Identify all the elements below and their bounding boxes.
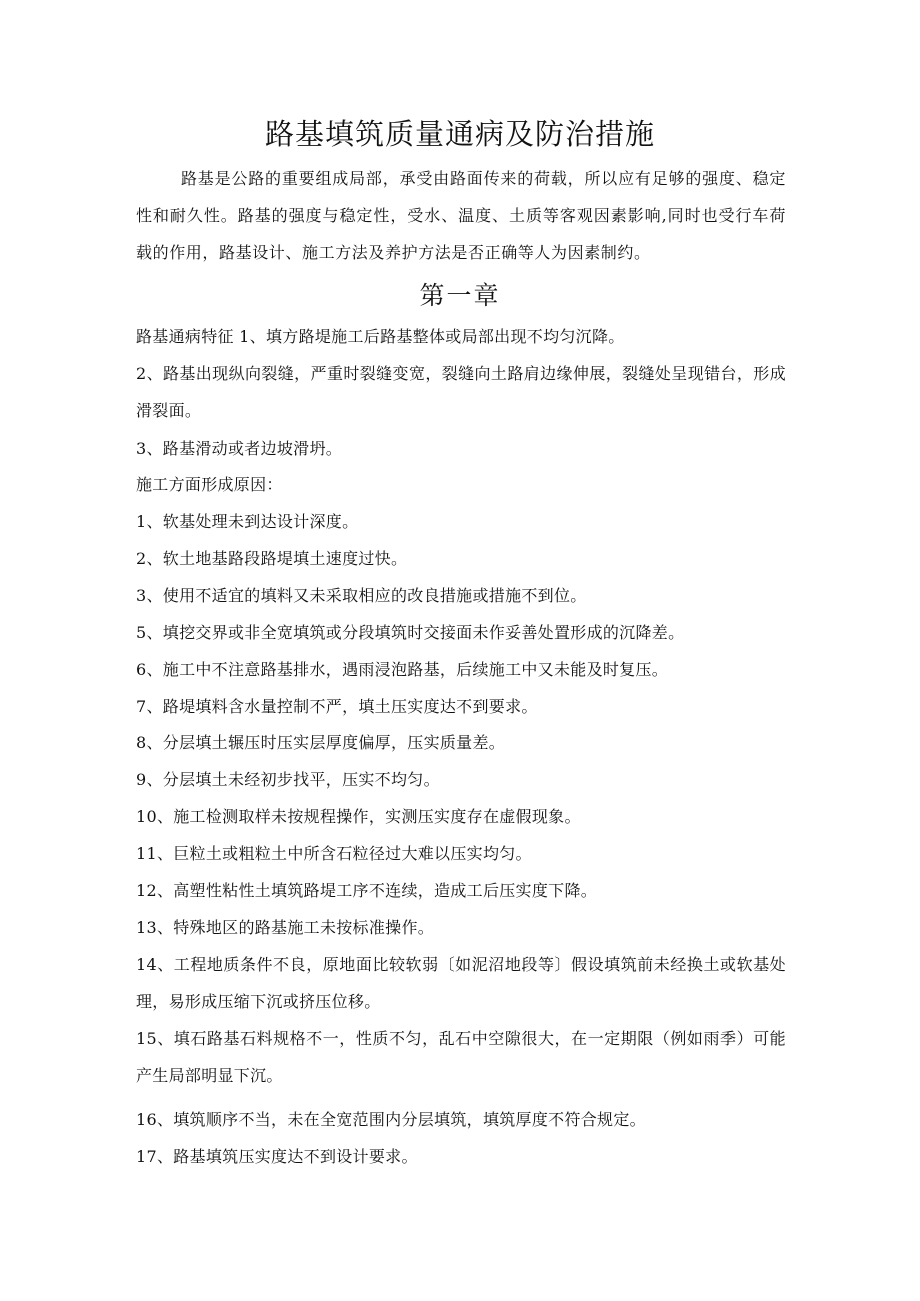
paragraph-cause-16: 16、填筑顺序不当，未在全宽范围内分层填筑，填筑厚度不符合规定。 bbox=[136, 1110, 646, 1129]
paragraph-cause-8: 8、分层填土辗压时压实层厚度偏厚，压实质量差。 bbox=[136, 733, 506, 752]
paragraph-cause-11: 11、巨粒土或粗粒土中所含石粒径过大难以压实均匀。 bbox=[136, 844, 532, 863]
paragraph-cause-14: 14、工程地质条件不良，原地面比较软弱〔如泥沼地段等〕假设填筑前未经换土或软基处理，易形成压缩下沉或挤压位移。 bbox=[136, 955, 786, 1011]
paragraph-cause-15: 15、填石路基石料规格不一，性质不匀，乱石中空隙很大，在一定期限（例如雨季）可能产生局部明显下沉。 bbox=[136, 1029, 786, 1085]
paragraph-cause-3: 3、使用不适宜的填料又未采取相应的改良措施或措施不到位。 bbox=[136, 586, 587, 605]
paragraph-cause-5: 5、填挖交界或非全宽填筑或分段填筑时交接面未作妥善处置形成的沉降差。 bbox=[136, 623, 685, 642]
paragraph-cause-7: 7、路堤填料含水量控制不严，填土压实度达不到要求。 bbox=[136, 697, 538, 716]
intro-paragraph: 路基是公路的重要组成局部，承受由路面传来的荷载，所以应有足够的强度、稳定性和耐久性。路基的强度与稳定性，受水、温度、土质等客观因素影响,同时也受行车荷载的作用，路基设计、施工方法及养护方法是否正确等人为因素制约。 bbox=[136, 169, 786, 262]
paragraph-defect-feature-3: 3、路基滑动或者边坡滑坍。 bbox=[136, 439, 343, 458]
paragraph-cause-13: 13、特殊地区的路基施工未按标准操作。 bbox=[136, 918, 435, 937]
paragraph-cause-17: 17、路基填筑压实度达不到设计要求。 bbox=[136, 1147, 418, 1166]
document-title: 路基填筑质量通病及防治措施 bbox=[264, 117, 655, 151]
paragraph-cause-12: 12、高塑性粘性土填筑路堤工序不连续，造成工后压实度下降。 bbox=[136, 881, 598, 900]
paragraph-defect-feature-2: 2、路基出现纵向裂缝，严重时裂缝变宽，裂缝向土路肩边缘伸展，裂缝处呈现错台，形成滑裂面。 bbox=[136, 364, 786, 420]
paragraph-cause-2: 2、软土地基路段路堤填土速度过快。 bbox=[136, 549, 408, 568]
paragraph-defect-feature-1: 路基通病特征 1、填方路堤施工后路基整体或局部出现不均匀沉降。 bbox=[136, 327, 625, 346]
paragraph-cause-6: 6、施工中不注意路基排水，遇雨浸泡路基，后续施工中又未能及时复压。 bbox=[136, 660, 669, 679]
paragraph-cause-1: 1、软基处理未到达设计深度。 bbox=[136, 512, 359, 531]
paragraph-cause-10: 10、施工检测取样未按规程操作，实测压实度存在虚假现象。 bbox=[136, 807, 581, 826]
paragraph-cause-9: 9、分层填土未经初步找平，压实不均匀。 bbox=[136, 770, 440, 789]
paragraph-causes-heading: 施工方面形成原因： bbox=[136, 475, 283, 494]
chapter-title: 第一章 bbox=[419, 281, 501, 310]
